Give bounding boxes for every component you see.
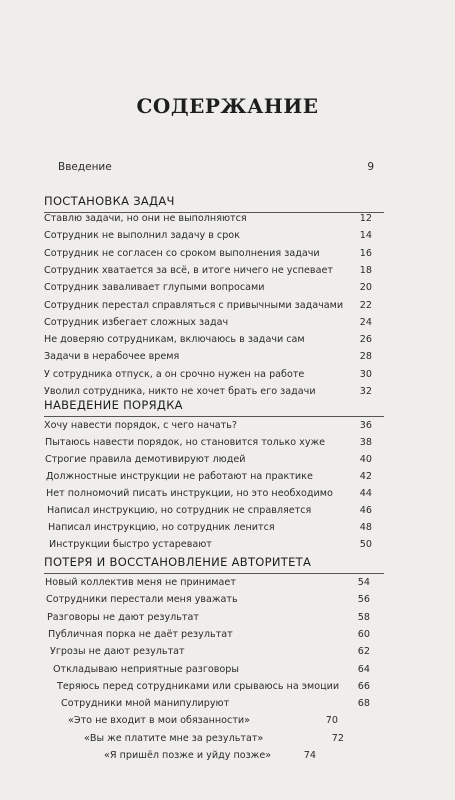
toc-row [45,576,370,590]
toc-row [84,732,344,746]
toc-row [45,453,372,467]
toc-row-page: 38 [359,437,372,448]
toc-row-title: Должностные инструкции не работают на практике [46,471,313,482]
toc-row-page: 22 [359,299,372,311]
toc-row [46,470,372,484]
toc-intro-page: 9 [367,161,374,173]
toc-row-title: Задачи в нерабочее время [44,351,180,363]
toc-row-page: 42 [359,471,372,482]
toc-row [44,281,372,295]
toc-row-page: 36 [359,420,372,431]
toc-row [61,697,370,711]
section-divider [44,416,384,417]
toc-row-title: Ставлю задачи, но они не выполняются [44,213,247,224]
toc-intro-row [58,161,374,173]
toc-row-title: Теряюсь перед сотрудниками или срываюсь на эмоции [57,680,340,692]
toc-row-page: 48 [359,522,372,533]
toc-intro-label: Введение [58,161,112,173]
toc-row-page: 74 [303,750,316,761]
toc-row-title: Сотрудник перестал справляться с привычными задачами [44,299,344,311]
toc-row [48,628,370,642]
toc-row-title: Написал инструкцию, но сотрудник ленится [48,522,275,533]
toc-row-page: 72 [331,732,344,744]
toc-row-title: Сотрудник хватается за всё, в итоге ничего не успевает [44,264,333,276]
toc-row [44,247,372,261]
toc-row [44,333,372,347]
toc-row-page: 46 [359,505,372,516]
toc-row [50,645,370,659]
toc-row-title: «Вы же платите мне за результат» [84,732,264,744]
section-heading-text: НАВЕДЕНИЕ ПОРЯДКА [44,398,183,412]
toc-row-page: 14 [359,230,372,242]
section-heading-authority [44,555,384,569]
toc-row-title: Угрозы не дают результат [50,646,185,658]
toc-row [49,538,372,552]
toc-row-title: Строгие правила демотивируют людей [45,454,246,465]
toc-row-page: 50 [359,539,372,550]
toc-row-title: Пытаюсь навести порядок, но становится только хуже [45,437,326,448]
section-heading-order [44,398,384,412]
toc-row-page: 60 [357,628,370,640]
toc-row-title: У сотрудника отпуск, а он срочно нужен на работе [44,368,305,380]
toc-row [47,611,370,625]
toc-row [44,299,372,313]
toc-row-title: Сотрудники мной манипулируют [61,698,230,710]
toc-row-page: 40 [359,454,372,465]
toc-row-title: Уволил сотрудника, никто не хочет брать его задачи [44,386,316,397]
toc-row-title: Не доверяю сотрудникам, включаюсь в задачи сам [44,334,305,346]
toc-row-page: 12 [359,213,372,224]
section-divider [44,573,384,574]
toc-row-page: 26 [359,334,372,346]
section-heading-text: ПОТЕРЯ И ВОССТАНОВЛЕНИЕ АВТОРИТЕТА [44,555,312,569]
toc-row-page: 30 [359,368,372,380]
section-heading-tasks [44,194,384,208]
toc-row-title: «Я пришёл позже и уйду позже» [104,750,272,761]
toc-row-page: 56 [357,594,370,606]
toc-row-title: Хочу навести порядок, с чего начать? [44,420,237,431]
toc-row [44,350,372,364]
toc-row [47,504,372,518]
toc-row-page: 32 [359,386,372,397]
toc-row [44,229,372,243]
toc-row-page: 54 [357,577,370,588]
toc-row [44,212,372,226]
toc-row-title: Сотрудники перестали меня уважать [46,594,238,606]
toc-row [44,419,372,433]
toc-row-page: 20 [359,282,372,294]
toc-row-title: Инструкции быстро устаревают [49,539,212,550]
toc-row [44,368,372,382]
toc-row [104,749,316,763]
toc-row-title: Разговоры не дают результат [47,611,199,623]
toc-row [45,436,372,450]
toc-row-title: Новый коллектив меня не принимает [45,577,236,588]
toc-row [44,264,372,278]
toc-row-page: 16 [359,247,372,259]
page-title: СОДЕРЖАНИЕ [136,94,319,118]
toc-row-page: 62 [357,646,370,658]
toc-row [46,593,370,607]
toc-row-title: Публичная порка не даёт результат [48,628,233,640]
toc-row [44,316,372,330]
toc-row-title: Сотрудник заваливает глупыми вопросами [44,282,265,294]
toc-row [68,714,338,728]
toc-row-title: «Это не входит в мои обязанности» [68,715,251,727]
toc-row-page: 66 [357,680,370,692]
toc-row-title: Сотрудник избегает сложных задач [44,316,229,328]
toc-row-title: Сотрудник не выполнил задачу в срок [44,230,240,242]
toc-row-page: 28 [359,351,372,363]
toc-row-page: 24 [359,316,372,328]
toc-row [46,487,372,501]
toc-row-page: 68 [357,698,370,710]
toc-row-title: Написал инструкцию, но сотрудник не справляется [47,505,312,516]
section-heading-text: ПОСТАНОВКА ЗАДАЧ [44,194,175,208]
toc-row [48,521,372,535]
toc-row-page: 18 [359,264,372,276]
toc-row [53,663,370,677]
toc-row [44,385,372,399]
toc-row-title: Нет полномочий писать инструкции, но это необходимо [46,488,333,499]
toc-row-page: 58 [357,611,370,623]
toc-row-page: 64 [357,663,370,675]
toc-row-page: 44 [359,488,372,499]
toc-row-title: Сотрудник не согласен со сроком выполнения задачи [44,247,320,259]
toc-row-title: Откладываю неприятные разговоры [53,663,239,675]
toc-row-page: 70 [325,715,338,727]
toc-row [57,680,370,694]
